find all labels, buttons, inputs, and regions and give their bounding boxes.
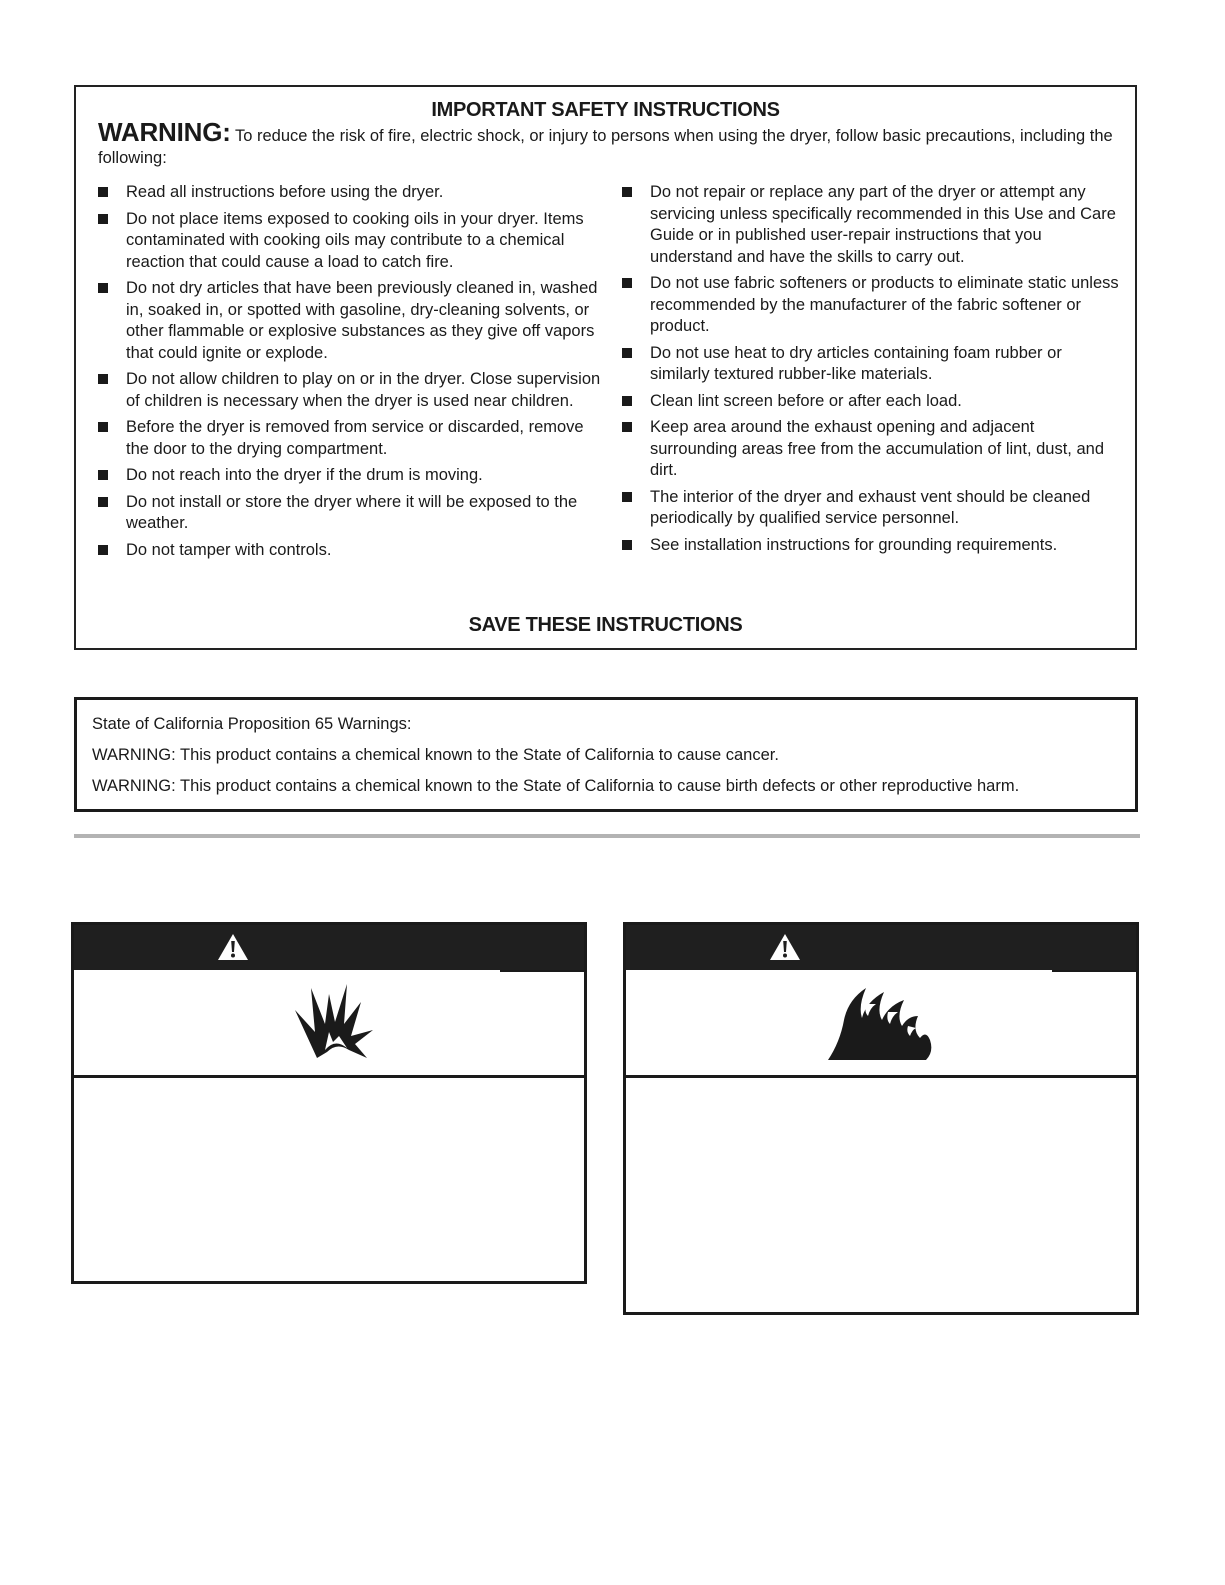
prop65-box bbox=[74, 697, 1138, 812]
list-item-text: Do not repair or replace any part of the dryer or attempt any servicing unless specifically recommended in this Use and Care Guide or in published user-repair instructions that you understand and have the skills to carry out. bbox=[650, 183, 1116, 266]
list-item bbox=[622, 535, 1122, 557]
prop65-heading: State of California Proposition 65 Warnings: bbox=[92, 715, 412, 733]
list-item bbox=[622, 343, 1122, 386]
fire-icon bbox=[826, 982, 946, 1062]
bullet-icon bbox=[98, 214, 108, 224]
warning-label: WARNING: bbox=[98, 117, 231, 147]
prop65-cancer-warning: WARNING: This product contains a chemical known to the State of California to cause cancer. bbox=[92, 746, 779, 764]
alert-triangle-icon bbox=[217, 933, 249, 961]
hazard-symbol-row bbox=[74, 970, 584, 1078]
list-item-text: Do not allow children to play on or in the dryer. Close supervision of children is necessary when the dryer is used near children. bbox=[126, 370, 601, 410]
list-item-text: Keep area around the exhaust opening and adjacent surrounding areas free from the accumulation of lint, dust, and dirt. bbox=[650, 418, 1104, 479]
bullet-icon bbox=[622, 187, 632, 197]
prop65-birth-warning: WARNING: This product contains a chemical known to the State of California to cause birth defects or other reproductive harm. bbox=[92, 777, 1020, 795]
list-item bbox=[98, 369, 606, 412]
bullet-icon bbox=[98, 545, 108, 555]
list-item-text: Clean lint screen before or after each load. bbox=[650, 391, 962, 410]
list-item-text: Do not install or store the dryer where it will be exposed to the weather. bbox=[126, 492, 578, 532]
save-instructions-title: SAVE THESE INSTRUCTIONS bbox=[468, 614, 743, 636]
hazard-header-bar bbox=[626, 925, 1136, 970]
bullet-icon bbox=[98, 283, 108, 293]
list-item-text: Do not use fabric softeners or products to eliminate static unless recommended by the manufacturer of the fabric softener or product. bbox=[650, 274, 1119, 335]
list-item-text: Do not tamper with controls. bbox=[126, 540, 332, 559]
list-item-text: Before the dryer is removed from service or discarded, remove the door to the drying compartment. bbox=[126, 418, 584, 458]
list-item-text: Do not place items exposed to cooking oils in your dryer. Items contaminated with cooking oils may contribute to a chemical reaction that could cause a load to catch fire. bbox=[126, 209, 584, 271]
list-item bbox=[98, 540, 606, 562]
safety-title: IMPORTANT SAFETY INSTRUCTIONS bbox=[431, 99, 780, 121]
list-item bbox=[98, 209, 606, 274]
list-item bbox=[622, 273, 1122, 338]
bullet-icon bbox=[98, 470, 108, 480]
section-divider bbox=[74, 834, 1140, 838]
alert-triangle-icon bbox=[769, 933, 801, 961]
list-item bbox=[622, 182, 1122, 268]
list-item bbox=[98, 492, 606, 535]
list-item bbox=[98, 465, 606, 487]
list-item bbox=[98, 278, 606, 364]
list-item bbox=[98, 417, 606, 460]
instructions-right-column bbox=[622, 182, 1122, 561]
explosion-icon bbox=[289, 980, 379, 1060]
list-item-text: Do not use heat to dry articles containing foam rubber or similarly textured rubber-like materials. bbox=[650, 343, 1062, 383]
list-item bbox=[98, 182, 606, 204]
instructions-left-column bbox=[98, 182, 606, 566]
list-item-text: Do not reach into the dryer if the drum is moving. bbox=[126, 466, 483, 484]
bullet-icon bbox=[98, 497, 108, 507]
list-item bbox=[622, 391, 1122, 413]
bullet-icon bbox=[622, 492, 632, 502]
bullet-icon bbox=[622, 540, 632, 550]
bullet-icon bbox=[622, 278, 632, 288]
explosion-hazard-panel bbox=[71, 922, 587, 1284]
fire-hazard-panel bbox=[623, 922, 1139, 1315]
list-item-text: The interior of the dryer and exhaust vent should be cleaned periodically by qualified service personnel. bbox=[650, 487, 1091, 527]
safety-instructions-box bbox=[74, 85, 1137, 650]
list-item-text: See installation instructions for grounding requirements. bbox=[650, 535, 1058, 554]
bullet-icon bbox=[622, 348, 632, 358]
warning-text: To reduce the risk of fire, electric shock, or injury to persons when using the dryer, follow basic precautions, including the following: bbox=[98, 127, 1113, 167]
list-item-text: Read all instructions before using the dryer. bbox=[126, 183, 444, 201]
warning-intro bbox=[98, 117, 1123, 169]
bullet-icon bbox=[622, 422, 632, 432]
list-item bbox=[622, 417, 1122, 482]
bullet-icon bbox=[98, 187, 108, 197]
hazard-symbol-row bbox=[626, 970, 1136, 1078]
bullet-icon bbox=[98, 374, 108, 384]
bullet-icon bbox=[622, 396, 632, 406]
bullet-icon bbox=[98, 422, 108, 432]
list-item-text: Do not dry articles that have been previously cleaned in, washed in, soaked in, or spotted with gasoline, dry-cleaning solvents, or other flammable or explosive substances as they give off vapors that could ignite or explode. bbox=[126, 279, 598, 362]
hazard-header-bar bbox=[74, 925, 584, 970]
list-item bbox=[622, 487, 1122, 530]
